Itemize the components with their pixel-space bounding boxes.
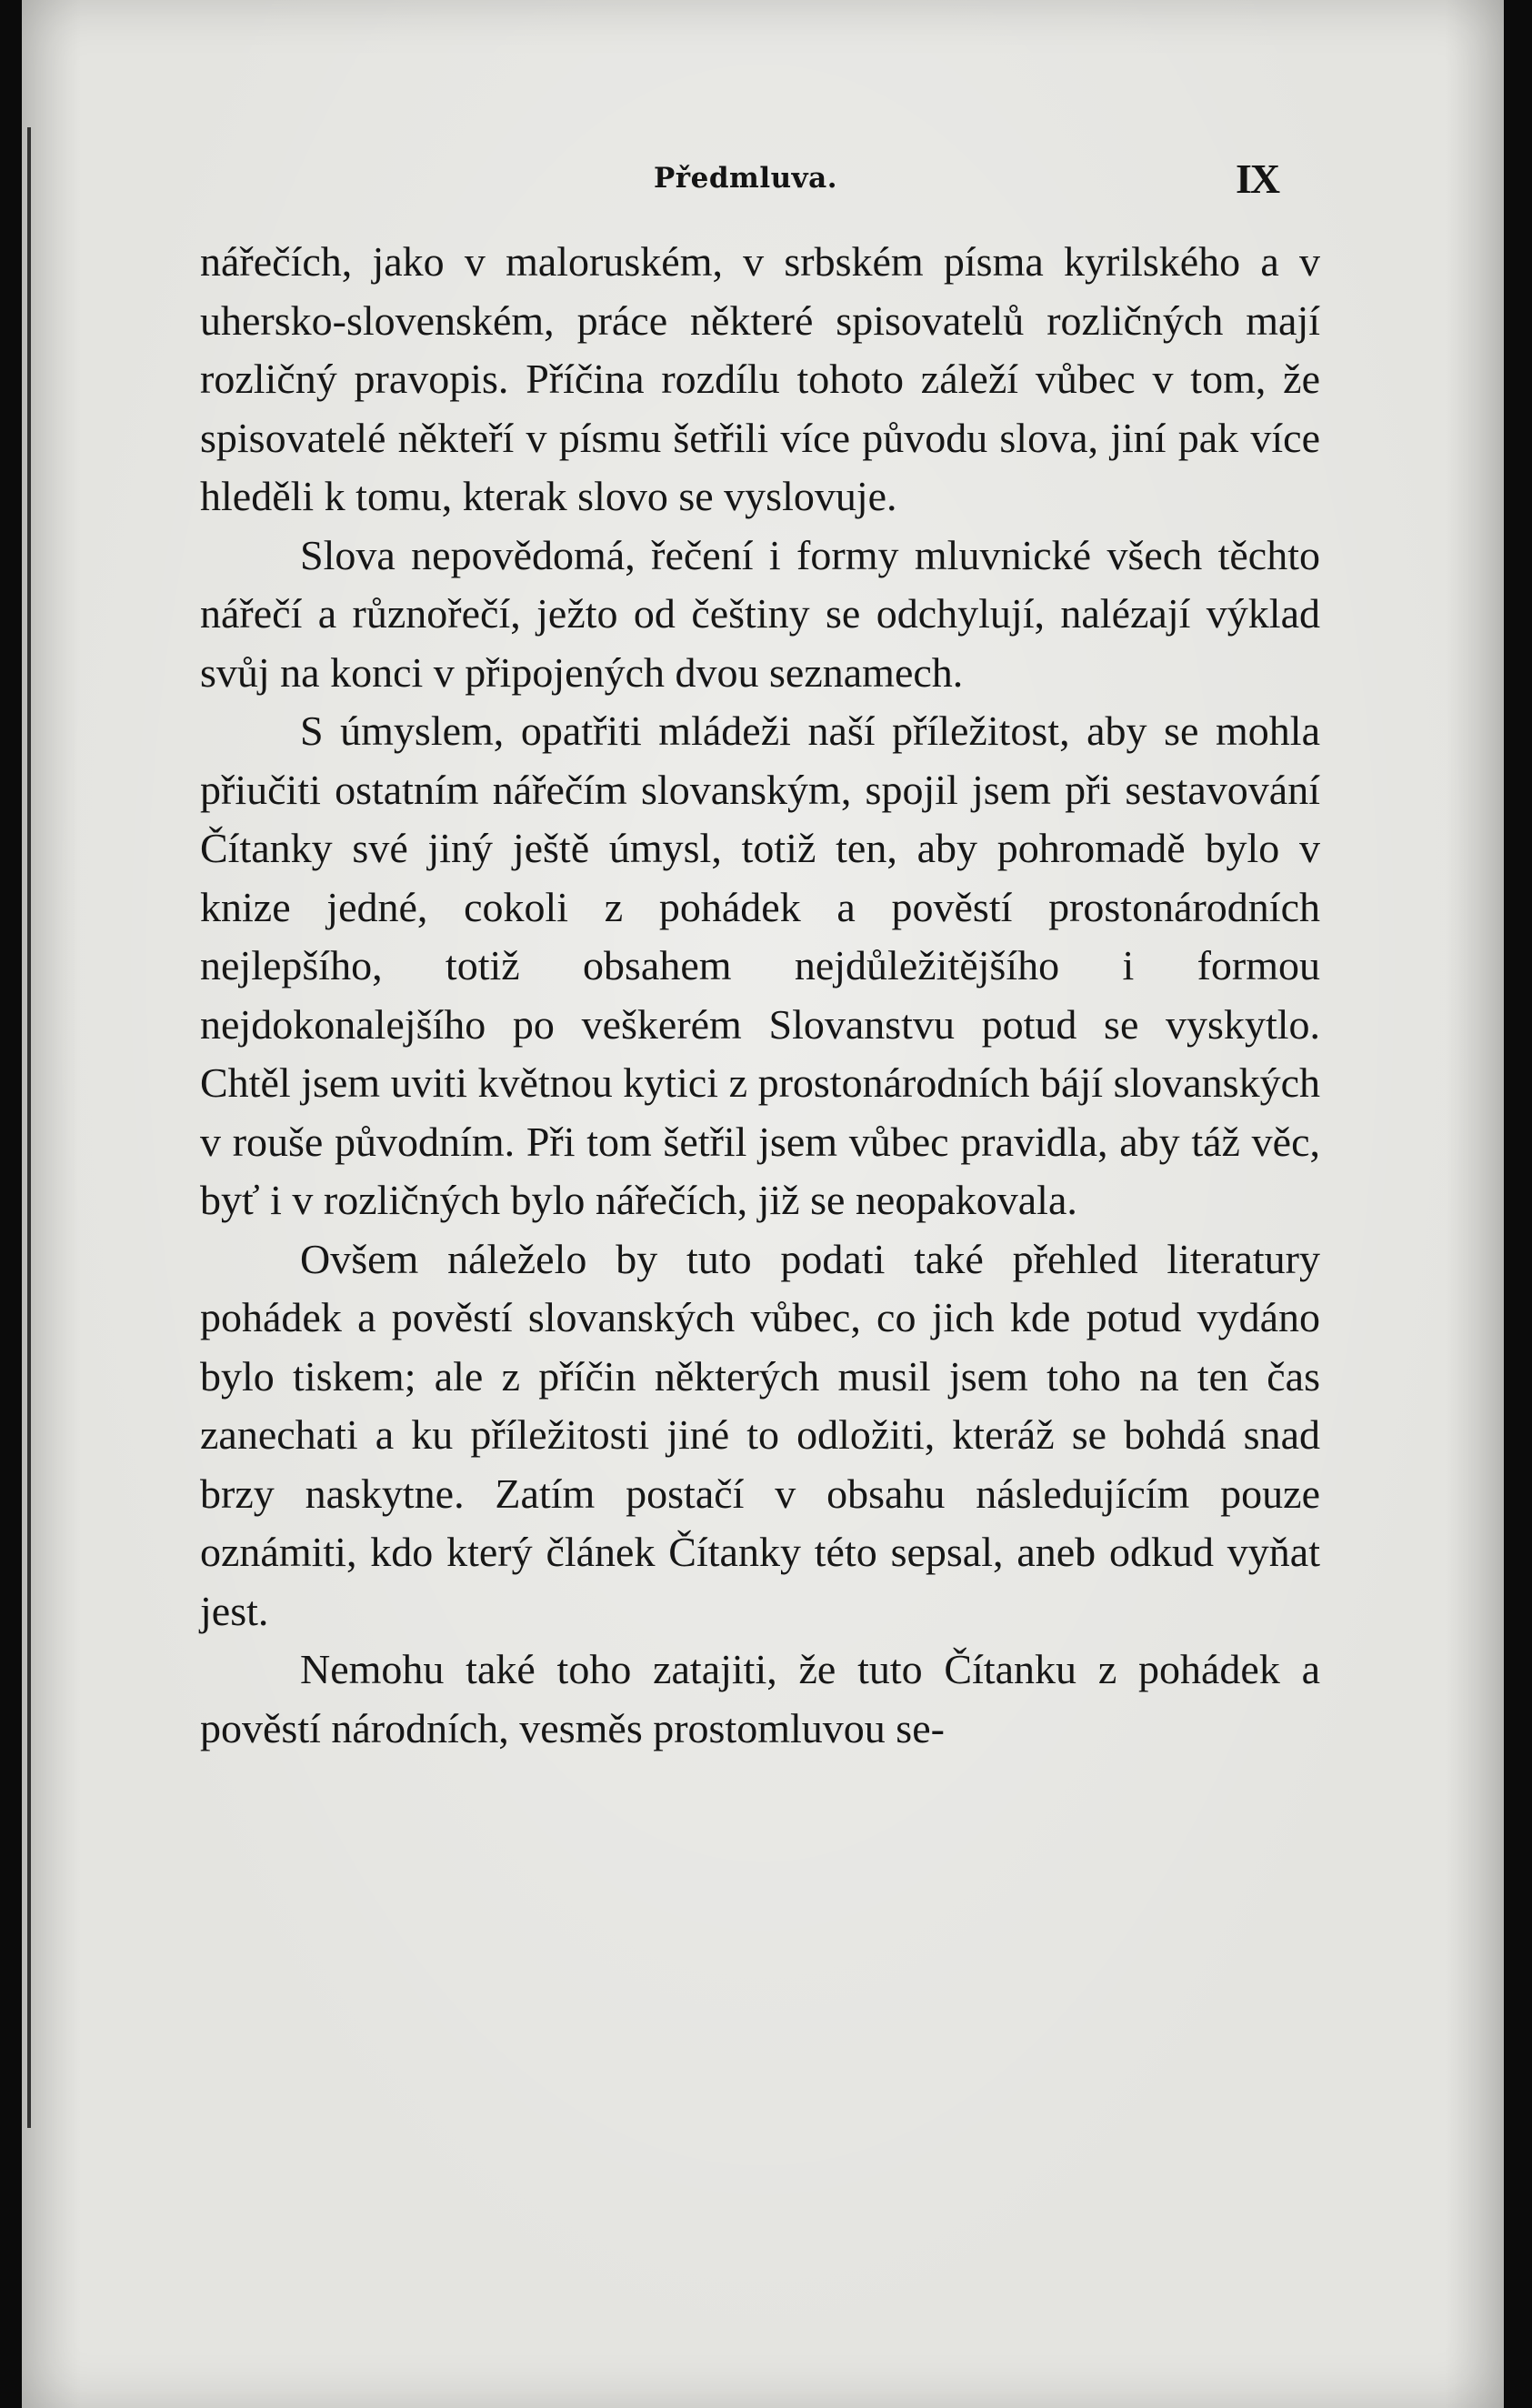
book-page [22,0,1504,2408]
paragraph: nářečích, jako v maloruském, v srbském písma kyrilského a v uhersko-slovenském, práce některé spisovatelů rozličných mají rozličný pravopis. Příčina rozdílu tohoto záleží vůbec v tom, že spisovatelé někteří v písmu šetřili více původu slova, jiní pak více hleděli k tomu, kterak slovo se vyslovuje. [200,238,1320,519]
paragraph: Nemohu také toho zatajiti, že tuto Čítanku z pohádek a pověstí národních, vesměs prostomluvou se- [200,1646,1320,1751]
paragraph: Ovšem náleželo by tuto podati také přehled literatury pohádek a pověstí slovanských vůbec, co jich kde potud vydáno bylo tiskem; ale z příčin některých musil jsem toho na ten čas zanechati a ku příležitosti jiné to odložiti, kteráž se bohdá snad brzy naskytne. Zatím postačí v obsahu následujícím pouze oznámiti, kdo který článek Čítanky této sepsal, aneb odkud vyňat jest. [200,1235,1320,1634]
body-text [200,233,1320,1758]
paragraph: Slova nepovědomá, řečení i formy mluvnické všech těchto nářečí a různořečí, ježto od češtiny se odchylují, nalézají výklad svůj na konci v připojených dvou seznamech. [200,531,1320,696]
running-head [22,156,1504,216]
paragraph: S úmyslem, opatřiti mládeži naší příležitost, aby se mohla přiučiti ostatním nářečím slovanským, spojil jsem při sestavování Čítanky své jiný ještě úmysl, totiž ten, aby pohromadě bylo v knize jedné, cokoli z pohádek a pověstí prostonárodních nejlepšího, totiž obsahem nejdůležitějšího i formou nejdokonalejšího po veškerém Slovanstvu potud se vyskytlo. Chtěl jsem uviti květnou kytici z prostonárodních bájí slovanských v rouše původním. Při tom šetřil jsem vůbec pravidla, aby táž věc, byť i v rozličných bylo nářečích, již se neopakovala. [200,707,1320,1223]
page-number: IX [1236,156,1279,202]
running-head-title: Předmluva. [654,162,838,195]
binding-edge [27,127,31,2128]
